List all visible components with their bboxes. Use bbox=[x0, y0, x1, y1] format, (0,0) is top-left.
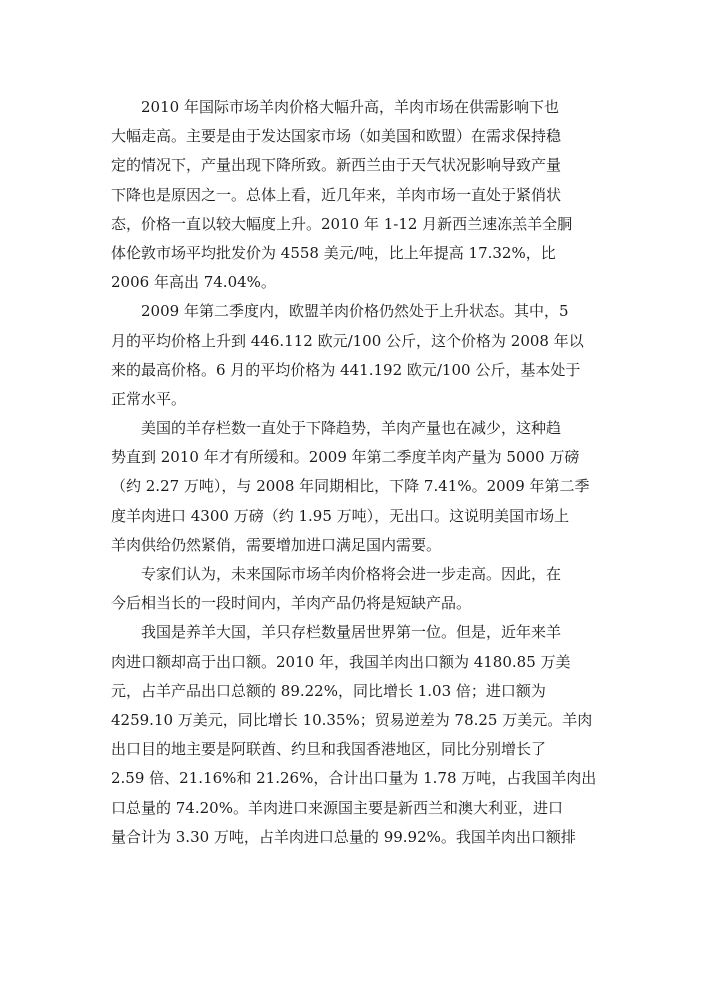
paragraph-line: 我国是养羊大国，羊只存栏数量居世界第一位。但是，近年来羊 bbox=[141, 623, 562, 642]
paragraph-line: 度羊肉进口 4300 万磅（约 1.95 万吨），无出口。这说明美国市场上 bbox=[111, 506, 570, 525]
paragraph-line: 出口目的地主要是阿联酋、约旦和我国香港地区，同比分别增长了 bbox=[111, 740, 547, 759]
paragraph-line: 月的平均价格上升到 446.112 欧元/100 公斤，这个价格为 2008 年以 bbox=[111, 331, 584, 350]
paragraph-line: 正常水平。 bbox=[111, 389, 187, 408]
paragraph-china-lamb-trade bbox=[111, 618, 601, 852]
paragraph-line: 2.59 倍、21.16%和 21.26%，合计出口量为 1.78 万吨，占我国羊肉出 bbox=[111, 769, 597, 788]
paragraph-line: 今后相当长的一段时间内，羊肉产品仍将是短缺产品。 bbox=[111, 594, 472, 613]
paragraph-line: 态，价格一直以较大幅度上升。2010 年 1-12 月新西兰速冻羔羊全胴 bbox=[111, 214, 573, 233]
paragraph-line: 肉进口额却高于出口额。2010 年，我国羊肉出口额为 4180.85 万美 bbox=[111, 652, 571, 671]
paragraph-expert-outlook bbox=[111, 560, 601, 618]
paragraph-line: 2009 年第二季度内，欧盟羊肉价格仍然处于上升状态。其中，5 bbox=[141, 302, 569, 321]
paragraph-line: 下降也是原因之一。总体上看，近几年来，羊肉市场一直处于紧俏状 bbox=[111, 185, 562, 204]
paragraph-line: 4259.10 万美元，同比增长 10.35%；贸易逆差为 78.25 万美元。羊肉 bbox=[111, 710, 593, 729]
document-body bbox=[111, 93, 601, 852]
paragraph-line: 2006 年高出 74.04%。 bbox=[111, 273, 276, 292]
paragraph-us-sheep-inventory bbox=[111, 414, 601, 560]
paragraph-international-lamb-prices bbox=[111, 93, 601, 297]
paragraph-line: 体伦敦市场平均批发价为 4558 美元/吨，比上年提高 17.32%，比 bbox=[111, 243, 556, 262]
paragraph-line: 量合计为 3.30 万吨，占羊肉进口总量的 99.92%。我国羊肉出口额排 bbox=[111, 827, 576, 846]
paragraph-line: 美国的羊存栏数一直处于下降趋势，羊肉产量也在减少，这种趋 bbox=[141, 419, 562, 438]
paragraph-line: 元，占羊产品出口总额的 89.22%，同比增长 1.03 倍；进口额为 bbox=[111, 681, 546, 700]
paragraph-eu-lamb-prices bbox=[111, 297, 601, 414]
paragraph-line: 口总量的 74.20%。羊肉进口来源国主要是新西兰和澳大利亚，进口 bbox=[111, 798, 563, 817]
paragraph-line: 羊肉供给仍然紧俏，需要增加进口满足国内需要。 bbox=[111, 535, 442, 554]
paragraph-line: 专家们认为，未来国际市场羊肉价格将会进一步走高。因此，在 bbox=[141, 565, 562, 583]
paragraph-line: （约 2.27 万吨），与 2008 年同期相比，下降 7.41%。2009 年第二季 bbox=[111, 477, 590, 496]
paragraph-line: 来的最高价格。6 月的平均价格为 441.192 欧元/100 公斤，基本处于 bbox=[111, 360, 581, 379]
paragraph-line: 势直到 2010 年才有所缓和。2009 年第二季度羊肉产量为 5000 万磅 bbox=[111, 448, 580, 467]
paragraph-line: 大幅走高。主要是由于发达国家市场（如美国和欧盟）在需求保持稳 bbox=[111, 127, 562, 146]
paragraph-line: 2010 年国际市场羊肉价格大幅升高，羊肉市场在供需影响下也 bbox=[141, 98, 559, 116]
paragraph-line: 定的情况下，产量出现下降所致。新西兰由于天气状况影响导致产量 bbox=[111, 156, 562, 175]
